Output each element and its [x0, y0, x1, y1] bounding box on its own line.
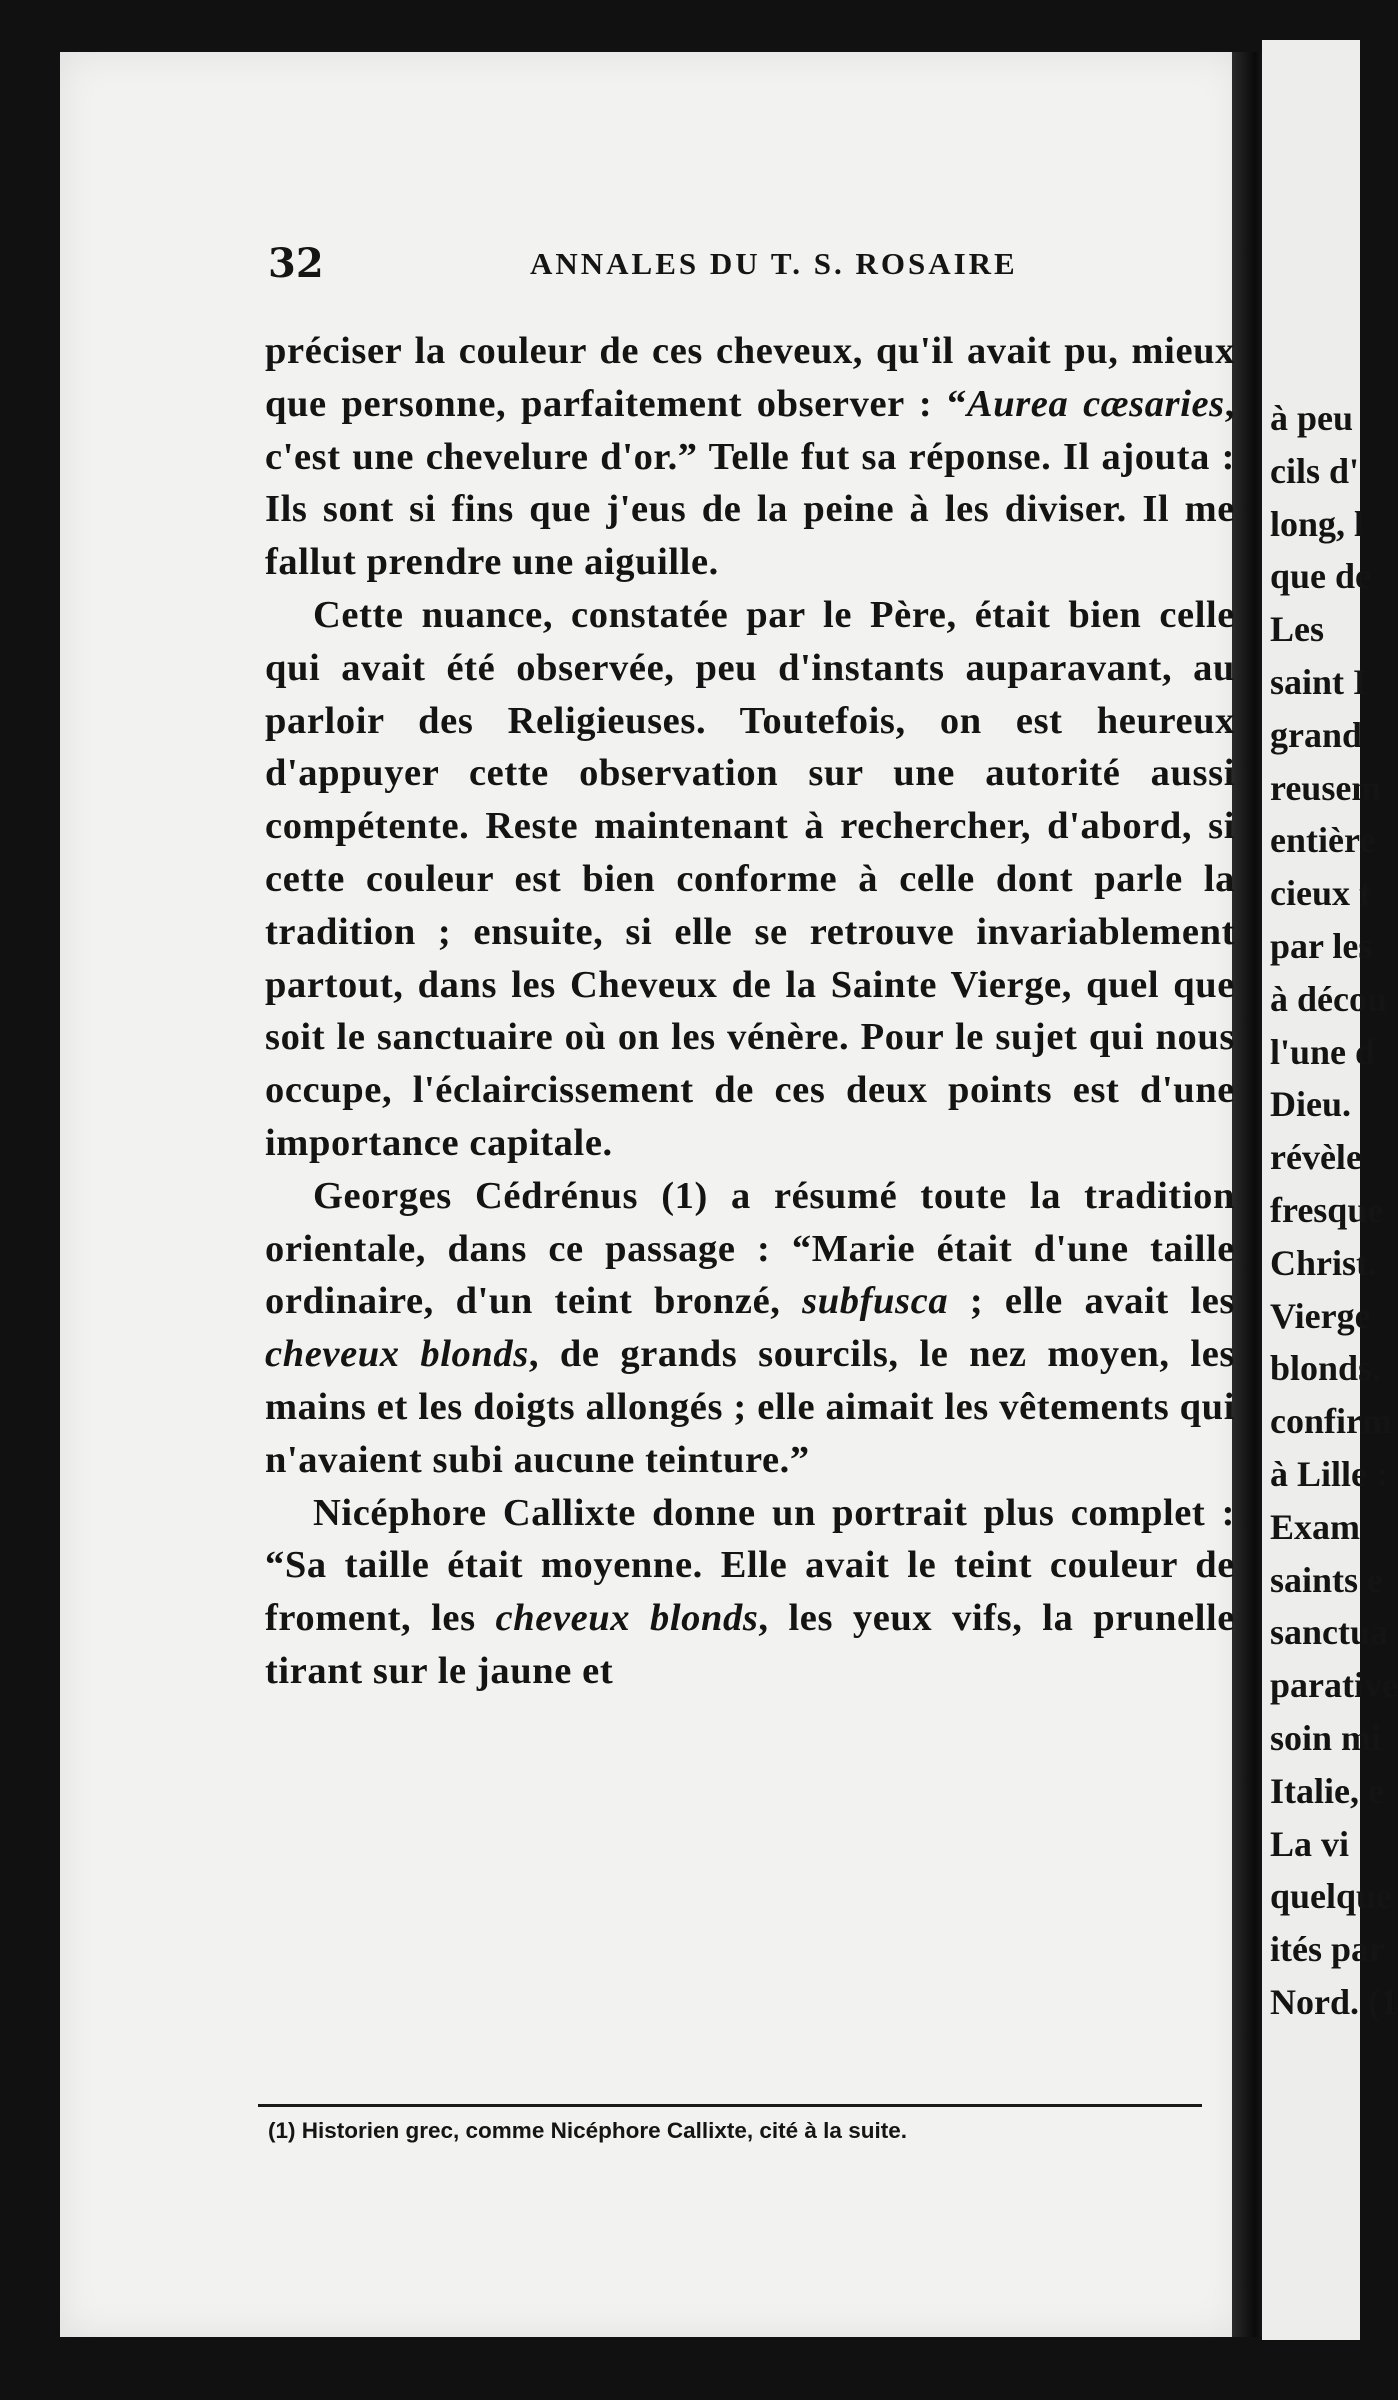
facing-line: La vi — [1270, 1823, 1350, 1864]
paragraph-1-text-a: préciser la couleur de ces cheveux, qu'il avait pu, mieux que personne, parfaitement observer : “ — [265, 330, 1235, 425]
paragraph-3-text-c: , de grands sourcils, le nez moyen, les mains et les doigts allongés ; elle aimait les vêtements qui n'avaient subi aucune teinture.” — [265, 1333, 1235, 1481]
paragraph-3 — [265, 1170, 1235, 1487]
paragraph-1 — [265, 325, 1235, 589]
facing-line: Dieu. — [1270, 1084, 1351, 1125]
facing-line: Les — [1270, 609, 1324, 650]
facing-line: Nord. (1 — [1270, 1981, 1398, 2022]
facing-line: reusem — [1270, 767, 1382, 808]
facing-line: confirm — [1270, 1401, 1392, 1442]
facing-line: Vierge — [1270, 1295, 1371, 1336]
page-header — [200, 240, 1240, 290]
facing-page — [1262, 40, 1398, 2340]
footnote: (1) Historien grec, comme Nicéphore Callixte, cité à la suite. — [268, 2118, 907, 2143]
facing-page-lines — [1270, 392, 1398, 2029]
paragraph-3-text-a: Georges Cédrénus (1) a résumé toute la tradition orientale, dans ce passage : “Marie était d'une taille ordinaire, d'un teint bronzé, — [265, 1174, 1235, 1323]
paragraph-2: Cette nuance, constatée par le Père, était bien celle qui avait été observée, peu d'instants auparavant, au parloir des Religieuses. Toutefois, on est heureux d'appuyer cette observation sur une autorité aussi compétente. Reste maintenant à rechercher, d'abord, si cette couleur est bien conforme à celle dont parle la tradition ; ensuite, si elle se retrouve invariablement partout, dans les Cheveux de la Sainte Vierge, quel que soit le sanctuaire où on les vénère. Pour le sujet qui nous occupe, l'éclaircissement de ces deux points est d'une importance capitale. — [265, 593, 1235, 1164]
facing-line: par les — [1270, 925, 1373, 966]
paragraph-1-text-b: , c'est une chevelure d'or.” Telle fut sa réponse. Il ajouta : Ils sont si fins que j'eus de la peine à les diviser. Il me fallut prendre une aiguille. — [265, 382, 1236, 584]
facing-line: grand — [1270, 714, 1363, 755]
facing-line: soin mi — [1270, 1717, 1382, 1758]
facing-line: quelque — [1270, 1876, 1393, 1917]
facing-line: Italie, e — [1270, 1770, 1384, 1811]
facing-line: l'une d — [1270, 1031, 1376, 1072]
page-number: 32 — [268, 240, 324, 287]
facing-line: révèle — [1270, 1137, 1362, 1178]
paragraph-4-text-b: , les yeux vifs, la prunelle tirant sur le jaune et — [265, 1597, 1235, 1692]
facing-line: cils d' — [1270, 450, 1360, 491]
facing-line: que de — [1270, 556, 1372, 597]
latin-quote: Aurea cæsaries — [966, 382, 1225, 425]
footnote-rule — [258, 2104, 1202, 2107]
facing-line: Exam — [1270, 1506, 1360, 1547]
facing-line: ités par — [1270, 1929, 1385, 1970]
facing-line: long, l — [1270, 503, 1365, 544]
facing-line: saints e — [1270, 1559, 1384, 1600]
facing-line: fresque — [1270, 1189, 1384, 1230]
paragraph-4-text-a: Nicéphore Callixte donne un portrait plus complet : “Sa taille était moyenne. Elle avait le teint couleur de froment, les — [265, 1491, 1235, 1640]
facing-line: sanctua — [1270, 1612, 1389, 1653]
facing-line: cieux t — [1270, 873, 1371, 914]
paragraph-3-text-b: ; elle avait les — [948, 1280, 1236, 1323]
italic-cheveux-blonds: cheveux blonds — [265, 1333, 529, 1376]
body-text — [265, 325, 1235, 1698]
running-title: ANNALES DU T. S. ROSAIRE — [530, 246, 1018, 281]
facing-line: entière — [1270, 820, 1376, 861]
facing-line: à décou — [1270, 978, 1387, 1019]
paragraph-4 — [265, 1487, 1235, 1698]
facing-line: Christ. — [1270, 1242, 1377, 1283]
facing-line: saint I — [1270, 661, 1368, 702]
facing-line: blonds. — [1270, 1348, 1382, 1389]
facing-line: parative — [1270, 1665, 1398, 1706]
italic-cheveux-blonds-2: cheveux blonds — [495, 1597, 759, 1640]
italic-subfusca: subfusca — [802, 1280, 949, 1323]
facing-line: à Lille : — [1270, 1453, 1388, 1494]
facing-line: à peu — [1270, 398, 1354, 438]
